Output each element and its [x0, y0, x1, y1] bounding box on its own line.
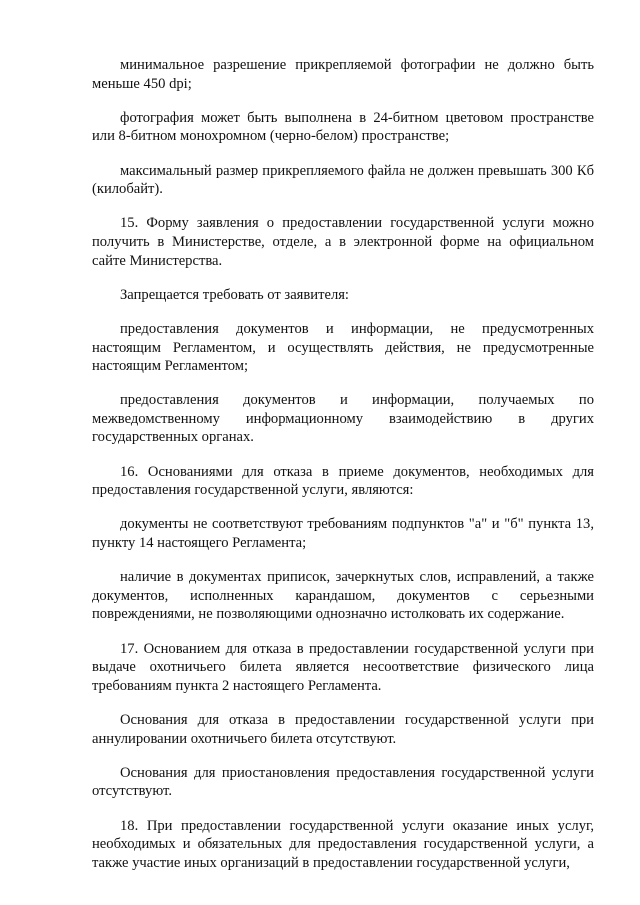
paragraph-clause-16: 16. Основаниями для отказа в приеме документов, необходимых для предоставления государственной услуги, являются:: [92, 463, 594, 499]
paragraph-photo-color-space: фотография может быть выполнена в 24-битном цветовом пространстве или 8-битном монохромном (черно-белом) пространстве;: [92, 109, 594, 145]
paragraph-prohibition-documents: предоставления документов и информации, не предусмотренных настоящим Регламентом, и осуществлять действия, не предусмотренные настоящим Регламентом;: [92, 320, 594, 375]
paragraph-annulment-grounds: Основания для отказа в предоставлении государственной услуги при аннулировании охотничьего билета отсутствуют.: [92, 711, 594, 747]
paragraph-clause-17: 17. Основанием для отказа в предоставлении государственной услуги при выдаче охотничьего билета является несоответствие физического лица требованиям пункта 2 настоящего Регламента.: [92, 640, 594, 694]
paragraph-refusal-requirements: документы не соответствуют требованиям подпунктов "а" и "б" пункта 13, пункту 14 настоящего Регламента;: [92, 516, 594, 552]
paragraph-prohibition-interagency: предоставления документов и информации, получаемых по межведомственному информационному взаимодействию в других государственных органах.: [92, 392, 594, 446]
paragraph-clause-15: 15. Форму заявления о предоставлении государственной услуги можно получить в Министерстве, отделе, а в электронной форме на официальном сайте Министерства.: [92, 215, 594, 269]
paragraph-refusal-corrections: наличие в документах приписок, зачеркнутых слов, исправлений, а также документов, исполненных карандашом, документов с серьезными повреждениями, не позволяющими однозначно истолковать их содержание.: [92, 569, 594, 623]
paragraph-file-size: максимальный размер прикрепляемого файла не должен превышать 300 Кб (килобайт).: [92, 162, 594, 198]
paragraph-photo-resolution: минимальное разрешение прикрепляемой фотографии не должно быть меньше 450 dpi;: [92, 57, 594, 92]
document-page: [92, 56, 594, 888]
paragraph-prohibition-intro: Запрещается требовать от заявителя:: [120, 286, 349, 303]
paragraph-clause-18: 18. При предоставлении государственной услуги оказание иных услуг, необходимых и обязательных для предоставления государственной услуги, а также участие иных организаций в предоставлении государственной услуги,: [92, 817, 594, 871]
paragraph-suspension-grounds: Основания для приостановления предоставления государственной услуги отсутствуют.: [92, 764, 594, 800]
